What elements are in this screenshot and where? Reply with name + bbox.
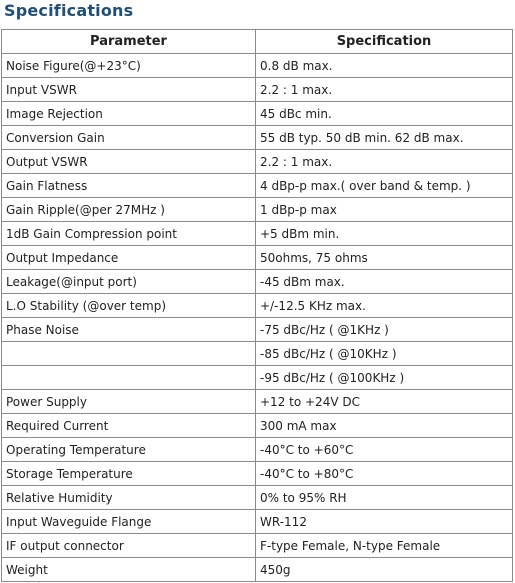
parameter-cell: Input Waveguide Flange — [2, 510, 256, 534]
parameter-cell: Phase Noise — [2, 318, 256, 342]
table-row — [2, 462, 513, 486]
specifications-table — [1, 29, 513, 582]
parameter-cell — [2, 342, 256, 366]
specification-cell: -40°C to +80°C — [256, 462, 513, 486]
specification-cell: 55 dB typ. 50 dB min. 62 dB max. — [256, 126, 513, 150]
parameter-cell: Noise Figure(@+23°C) — [2, 54, 256, 78]
parameter-cell: Input VSWR — [2, 78, 256, 102]
parameter-cell: Relative Humidity — [2, 486, 256, 510]
table-row — [2, 414, 513, 438]
table-row — [2, 390, 513, 414]
specification-cell: 450g — [256, 558, 513, 582]
table-row — [2, 270, 513, 294]
specification-cell: 45 dBc min. — [256, 102, 513, 126]
table-row — [2, 318, 513, 342]
specification-cell: -40°C to +60°C — [256, 438, 513, 462]
specification-cell: 50ohms, 75 ohms — [256, 246, 513, 270]
parameter-cell: Output Impedance — [2, 246, 256, 270]
parameter-cell: 1dB Gain Compression point — [2, 222, 256, 246]
specification-cell: 300 mA max — [256, 414, 513, 438]
table-row — [2, 366, 513, 390]
table-row — [2, 150, 513, 174]
table-row — [2, 534, 513, 558]
table-row — [2, 54, 513, 78]
parameter-cell: IF output connector — [2, 534, 256, 558]
specification-cell: -85 dBc/Hz ( @10KHz ) — [256, 342, 513, 366]
table-row — [2, 174, 513, 198]
column-header-parameter: Parameter — [2, 30, 256, 54]
table-row — [2, 126, 513, 150]
specification-cell: +5 dBm min. — [256, 222, 513, 246]
table-row — [2, 222, 513, 246]
parameter-cell: Storage Temperature — [2, 462, 256, 486]
parameter-cell: Image Rejection — [2, 102, 256, 126]
table-row — [2, 198, 513, 222]
specification-cell: -45 dBm max. — [256, 270, 513, 294]
table-row — [2, 486, 513, 510]
specification-cell: 0% to 95% RH — [256, 486, 513, 510]
specification-cell: WR-112 — [256, 510, 513, 534]
table-header-row — [2, 30, 513, 54]
parameter-cell — [2, 366, 256, 390]
specification-cell: -75 dBc/Hz ( @1KHz ) — [256, 318, 513, 342]
parameter-cell: Leakage(@input port) — [2, 270, 256, 294]
parameter-cell: Required Current — [2, 414, 256, 438]
table-row — [2, 510, 513, 534]
parameter-cell: Conversion Gain — [2, 126, 256, 150]
specification-cell: 0.8 dB max. — [256, 54, 513, 78]
parameter-cell: Operating Temperature — [2, 438, 256, 462]
column-header-specification: Specification — [256, 30, 513, 54]
parameter-cell: L.O Stability (@over temp) — [2, 294, 256, 318]
specification-cell: +12 to +24V DC — [256, 390, 513, 414]
parameter-cell: Gain Ripple(@per 27MHz ) — [2, 198, 256, 222]
table-body — [2, 54, 513, 582]
table-row — [2, 102, 513, 126]
specification-cell: 4 dBp-p max.( over band & temp. ) — [256, 174, 513, 198]
table-row — [2, 246, 513, 270]
table-row — [2, 558, 513, 582]
table-row — [2, 342, 513, 366]
table-row — [2, 294, 513, 318]
specification-cell: -95 dBc/Hz ( @100KHz ) — [256, 366, 513, 390]
table-row — [2, 438, 513, 462]
specification-cell: 1 dBp-p max — [256, 198, 513, 222]
parameter-cell: Output VSWR — [2, 150, 256, 174]
specification-cell: F-type Female, N-type Female — [256, 534, 513, 558]
specification-cell: 2.2 : 1 max. — [256, 150, 513, 174]
page-title: Specifications — [4, 1, 134, 20]
table-row — [2, 78, 513, 102]
parameter-cell: Gain Flatness — [2, 174, 256, 198]
parameter-cell: Power Supply — [2, 390, 256, 414]
specification-cell: 2.2 : 1 max. — [256, 78, 513, 102]
parameter-cell: Weight — [2, 558, 256, 582]
specification-cell: +/-12.5 KHz max. — [256, 294, 513, 318]
